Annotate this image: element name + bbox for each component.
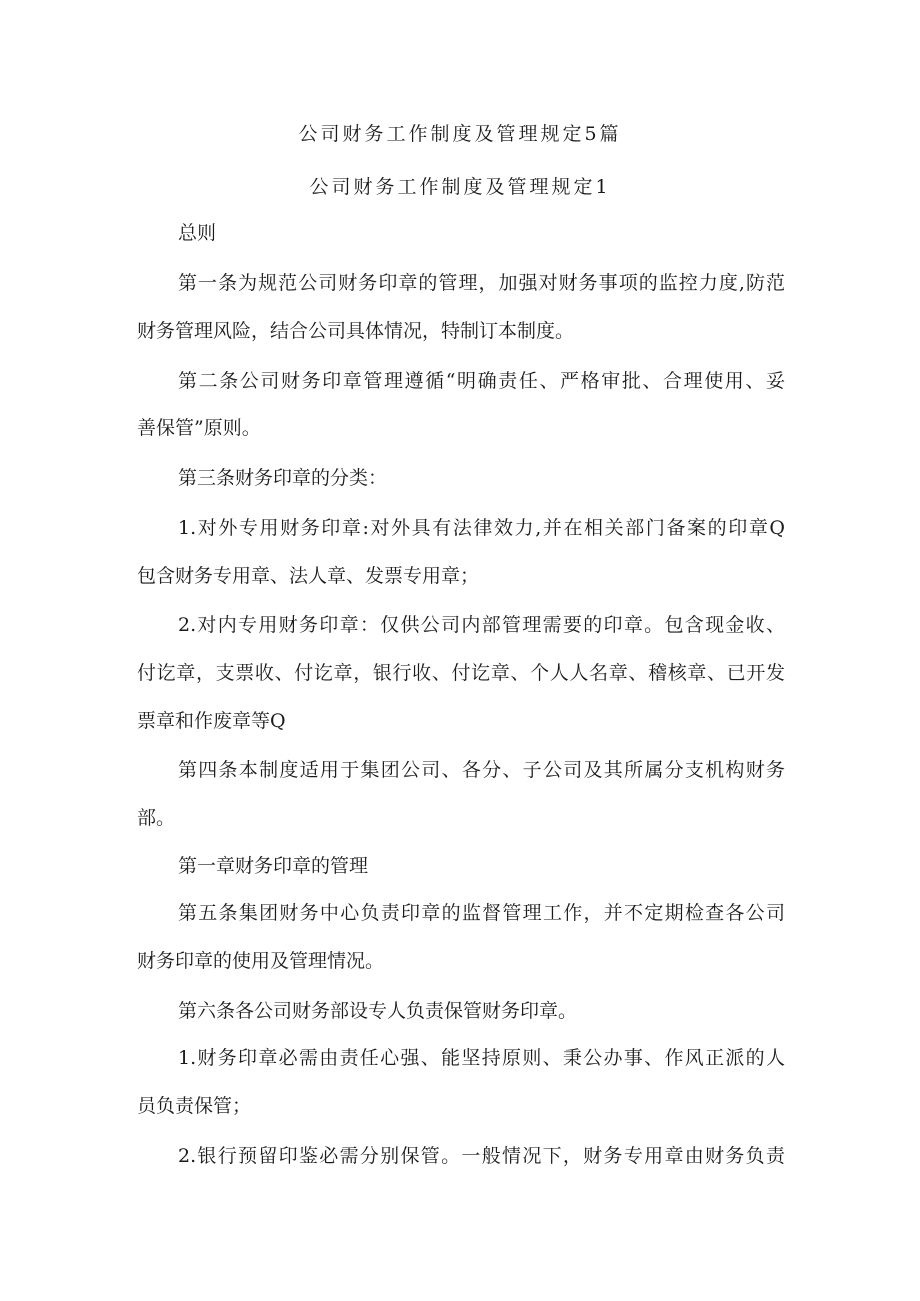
paragraph-line: 善保管”原则。 <box>137 417 261 439</box>
paragraph-line: 部。 <box>137 807 176 829</box>
paragraph-line: 财务印章的使用及管理情况。 <box>137 950 385 972</box>
paragraph-line: 第三条财务印章的分类： <box>178 467 388 489</box>
list-item-line: 2.对内专用财务印章：仅供公司内部管理需要的印章。包含现金收、 <box>178 614 785 636</box>
document-main-title: 公司财务工作制度及管理规定5篇 <box>298 123 622 145</box>
paragraph-line: 第二条公司财务印章管理遵循“明确责任、严格审批、合理使用、妥 <box>178 370 785 392</box>
list-item-line: 1.对外专用财务印章:对外具有法律效力,并在相关部门备案的印章Q <box>178 517 785 539</box>
paragraph-line: 第四条本制度适用于集团公司、各分、子公司及其所属分支机构财务 <box>178 759 785 781</box>
list-item-line: 包含财务专用章、法人章、发票专用章； <box>137 565 480 587</box>
list-item-line: 票章和作废章等Q <box>137 710 286 732</box>
paragraph-line: 财务管理风险，结合公司具体情况，特制订本制度。 <box>137 320 575 342</box>
list-item-line: 2.银行预留印鉴必需分别保管。一般情况下，财务专用章由财务负责 <box>178 1145 785 1167</box>
section-heading-general: 总则 <box>178 222 217 244</box>
chapter-heading: 第一章财务印章的管理 <box>178 855 369 877</box>
list-item-line: 员负责保管； <box>137 1095 252 1117</box>
document-sub-title: 公司财务工作制度及管理规定1 <box>309 176 611 198</box>
list-item-line: 付讫章，支票收、付讫章，银行收、付讫章、个人人名章、稽核章、已开发 <box>137 662 785 684</box>
paragraph-line: 第五条集团财务中心负责印章的监督管理工作，并不定期检查各公司 <box>178 902 785 924</box>
paragraph-line: 第六条各公司财务部设专人负责保管财务印章。 <box>178 1000 578 1022</box>
paragraph-line: 第一条为规范公司财务印章的管理，加强对财务事项的监控力度,防范 <box>178 272 785 294</box>
list-item-line: 1.财务印章必需由责任心强、能坚持原则、秉公办事、作风正派的人 <box>178 1047 785 1069</box>
